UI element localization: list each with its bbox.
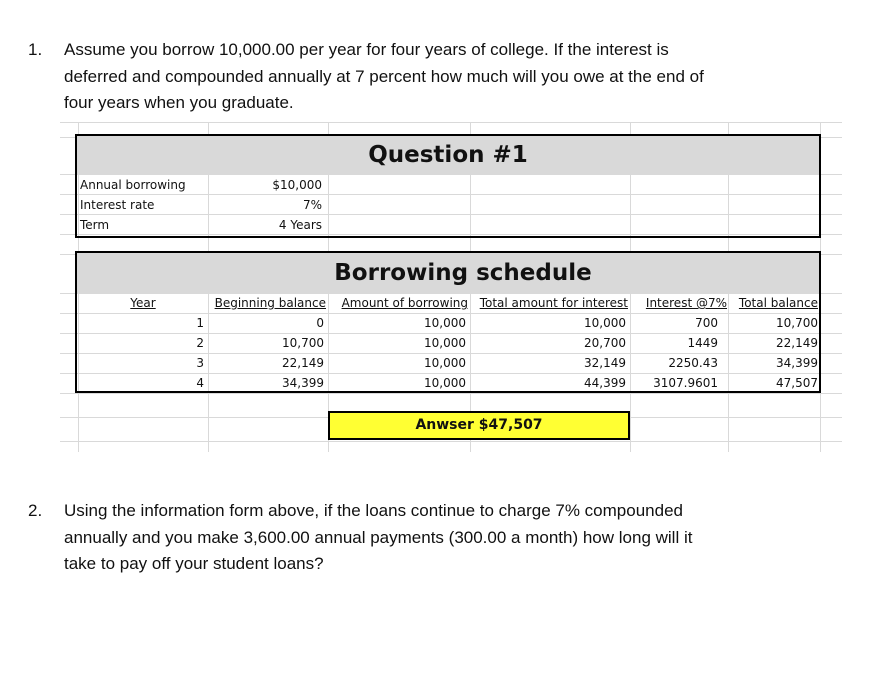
header-total-balance: Total balance	[738, 296, 818, 310]
cell-interest: 2250.43	[668, 356, 718, 370]
header-beginning-balance: Beginning balance	[214, 296, 326, 310]
answer-cell: Anwser $47,507	[328, 411, 630, 440]
cell-year: 2	[196, 336, 204, 350]
cell-total-for-interest: 20,700	[584, 336, 626, 350]
cell-total-balance: 34,399	[776, 356, 818, 370]
question-1-number: 1.	[28, 40, 43, 59]
cell-amount-borrowing: 10,000	[424, 356, 466, 370]
schedule-title: Borrowing schedule	[77, 253, 819, 293]
cell-interest: 700	[695, 316, 718, 330]
question-1-text: Assume you borrow 10,000.00 per year for four years of college. If the interest is deferred and compounded annually at 7 percent how much will you owe at the end of four years when you graduate.	[64, 40, 704, 112]
header-amount-borrowing: Amount of borrowing	[341, 296, 468, 310]
question-2-number: 2.	[28, 501, 43, 520]
header-year: Year	[130, 296, 156, 310]
question-title: Question #1	[77, 136, 819, 174]
input-label-annual-borrowing: Annual borrowing	[80, 178, 186, 192]
cell-total-for-interest: 44,399	[584, 376, 626, 390]
cell-beginning-balance: 0	[316, 316, 324, 330]
cell-beginning-balance: 34,399	[282, 376, 324, 390]
input-value-term: 4 Years	[278, 218, 322, 232]
cell-amount-borrowing: 10,000	[424, 336, 466, 350]
cell-year: 1	[196, 316, 204, 330]
input-label-interest-rate: Interest rate	[80, 198, 155, 212]
cell-total-for-interest: 32,149	[584, 356, 626, 370]
header-total-for-interest: Total amount for interest	[479, 296, 628, 310]
cell-total-for-interest: 10,000	[584, 316, 626, 330]
cell-total-balance: 22,149	[776, 336, 818, 350]
cell-interest: 1449	[687, 336, 718, 350]
cell-year: 4	[196, 376, 204, 390]
question-2-text: Using the information form above, if the loans continue to charge 7% compounded annually and you make 3,600.00 annual payments (300.00 a month) how long will it take to pay off your student loans?	[64, 501, 693, 573]
header-interest: Interest @7%	[645, 296, 727, 310]
input-value-interest-rate: 7%	[302, 198, 322, 212]
input-value-annual-borrowing: $10,000	[272, 178, 322, 192]
cell-amount-borrowing: 10,000	[424, 376, 466, 390]
cell-amount-borrowing: 10,000	[424, 316, 466, 330]
cell-total-balance: 47,507	[776, 376, 818, 390]
cell-beginning-balance: 10,700	[282, 336, 324, 350]
cell-interest: 3107.9601	[653, 376, 718, 390]
cell-year: 3	[196, 356, 204, 370]
cell-total-balance: 10,700	[776, 316, 818, 330]
input-label-term: Term	[80, 218, 110, 232]
cell-beginning-balance: 22,149	[282, 356, 324, 370]
spreadsheet	[60, 122, 842, 452]
